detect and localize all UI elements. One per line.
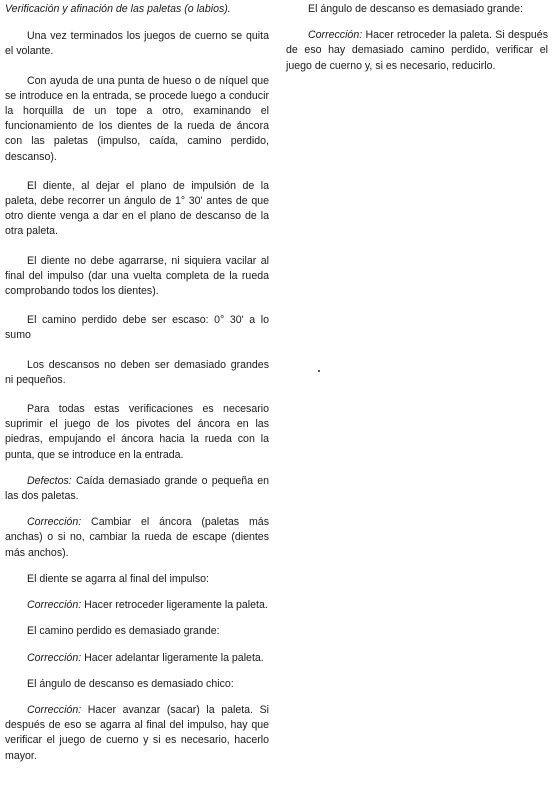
correction-text: Hacer retroceder la paleta. Si después de eso hay demasiado camino perdido, verificar el juego de cuerno y, si es necesario, reducirlo. — [286, 29, 548, 72]
paragraph: Los descansos no deben ser demasiado grandes ni pequeños. — [5, 358, 269, 386]
paragraph: El ángulo de descanso es demasiado chico: — [27, 677, 234, 690]
correction-paragraph — [5, 598, 269, 613]
paragraph: El diente no debe agarrarse, ni siquiera vacilar al final del impulso (dar una vuelta completa de la rueda comprobando todos los dientes). — [5, 254, 269, 298]
correction-label: Corrección: — [27, 703, 82, 716]
correction-text: Cambiar el áncora (paletas más anchas) o si no, cambiar la rueda de escape (dientes más anchos). — [5, 516, 269, 559]
paragraph: Con ayuda de una punta de hueso o de níquel que se introduce en la entrada, se procede luego a conducir la horquilla de un tope a otro, examinando el funcionamiento de los dientes de la rueda de áncora con las paletas (impulso, caída, camino perdido, descanso). — [5, 74, 269, 163]
correction-paragraph — [5, 515, 269, 561]
paragraph: Para todas estas verificaciones es necesario suprimir el juego de los pivotes del áncora en las piedras, empujando el áncora hacia la rueda con la punta, que se introduce en la entrada. — [5, 403, 269, 461]
section-heading: Verificación y afinación de las paletas (o labios). — [5, 3, 231, 15]
correction-text: Hacer avanzar (sacar) la paleta. Si después de eso se agarra al final del impulso, hay que verificar el juego de cuerno y si es necesario, hacerlo mayor. — [5, 703, 269, 762]
correction-paragraph — [5, 651, 269, 666]
right-column — [286, 2, 548, 88]
correction-label: Corrección: — [27, 516, 82, 529]
left-column — [5, 2, 269, 778]
paragraph: Una vez terminados los juegos de cuerno se quita el volante. — [5, 30, 269, 58]
correction-paragraph — [286, 28, 548, 74]
paragraph: El camino perdido es demasiado grande: — [27, 625, 220, 638]
defects-label: Defectos: — [27, 474, 72, 487]
paragraph: El camino perdido debe ser escaso: 0° 30' a lo sumo — [5, 314, 269, 342]
correction-text: Hacer adelantar ligeramente la paleta. — [81, 651, 264, 664]
paragraph: El ángulo de descanso es demasiado grande: — [308, 3, 523, 15]
correction-label: Corrección: — [308, 29, 363, 42]
defects-text: Caída demasiado grande o pequeña en las dos paletas. — [5, 474, 269, 503]
paragraph: El diente, al dejar el plano de impulsión de la paleta, debe recorrer un ángulo de 1° 30' antes de que otro diente venga a dar en el plano de descanso de la otra paleta. — [5, 179, 269, 238]
correction-label: Corrección: — [27, 599, 82, 612]
correction-text: Hacer retroceder ligeramente la paleta. — [81, 599, 268, 612]
correction-label: Corrección: — [27, 651, 82, 664]
correction-paragraph — [5, 703, 269, 764]
scan-speck — [318, 370, 320, 372]
defects-paragraph — [5, 474, 269, 504]
paragraph: El diente se agarra al final del impulso: — [27, 572, 209, 585]
